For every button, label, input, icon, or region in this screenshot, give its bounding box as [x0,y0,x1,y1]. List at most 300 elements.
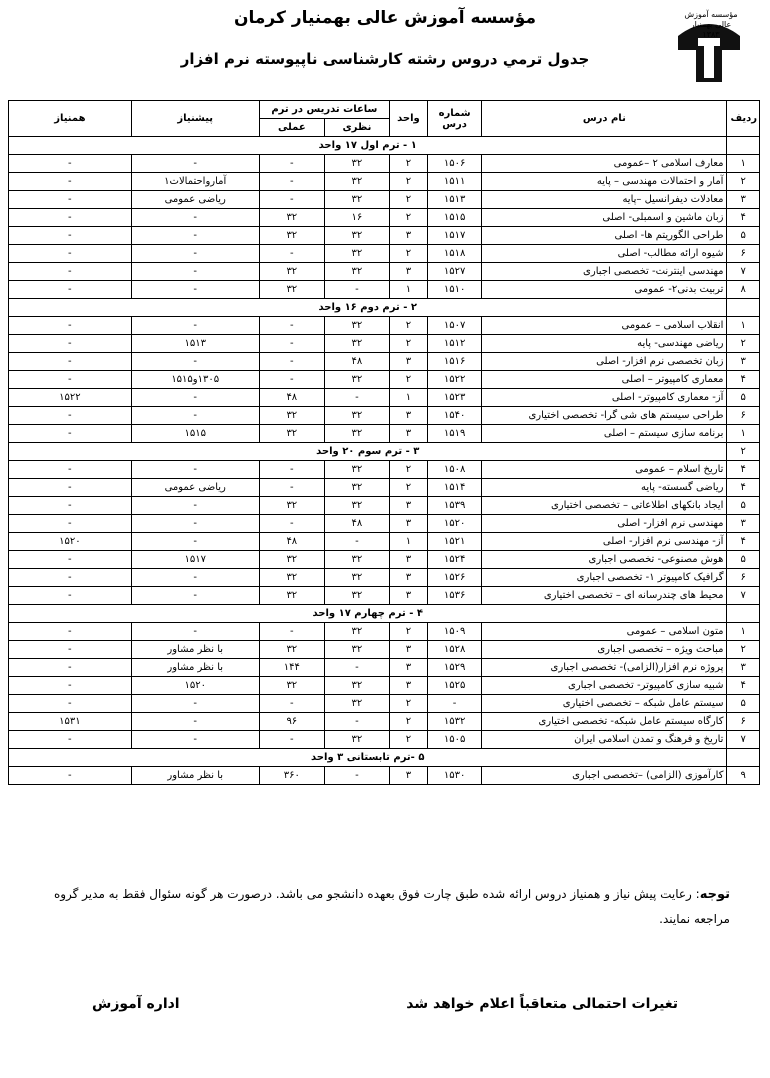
cell-unit: ۳ [389,497,427,515]
cell-theory: ۳۲ [324,317,389,335]
cell-coreq: ۱۵۲۰ [9,533,132,551]
course-row [9,335,760,353]
cell-unit: ۳ [389,263,427,281]
cell-unit: ۲ [389,173,427,191]
cell-row: ۹ [727,767,760,785]
cell-row: ۷ [727,263,760,281]
cell-theory: ۳۲ [324,263,389,281]
cell-code: ۱۵۲۶ [427,569,481,587]
cell-theory: - [324,533,389,551]
cell-code: ۱۵۳۰ [427,767,481,785]
cell-name: معماری کامپيوتر – اصلی [482,371,727,389]
cell-prereq: - [131,533,259,551]
cell-prereq: - [131,263,259,281]
cell-unit: ۲ [389,155,427,173]
cell-name: تاريخ اسلام – عمومی [482,461,727,479]
course-row [9,479,760,497]
course-table [8,100,760,785]
cell-prereq: آمارواحتمالات۱ [131,173,259,191]
cell-coreq: - [9,461,132,479]
note-text: : رعايت پيش نياز و همنياز دروس ارائه شده طبق چارت فوق بعهده دانشجو می باشد. درصورت هر گونه سئوال فقط به مدير گروه مراجعه نمايند. [53,887,730,926]
cell-unit: ۲ [389,695,427,713]
col-prereq: پيشنياز [131,101,259,137]
cell-name: مهندسی نرم افزار- اصلی [482,515,727,533]
cell-practical: ۳۲ [259,407,324,425]
cell-practical: - [259,317,324,335]
course-row [9,389,760,407]
term-title: ۵ -ترم تابستانی ۳ واحد [9,749,727,767]
cell-coreq: - [9,767,132,785]
col-code: شماره درس [427,101,481,137]
cell-prereq: رياضی عمومی [131,191,259,209]
cell-name: معادلات ديفرانسيل –پايه [482,191,727,209]
cell-name: گرافيک کامپيوتر ۱- تخصصی اجباری [482,569,727,587]
cell-name: سيستم عامل شبکه – تخصصی اختياری [482,695,727,713]
cell-practical: - [259,695,324,713]
cell-code: - [427,695,481,713]
cell-row: ۵ [727,227,760,245]
cell-unit: ۲ [389,191,427,209]
cell-coreq: - [9,227,132,245]
cell-name: انقلاب اسلامی – عمومی [482,317,727,335]
cell-unit: ۳ [389,569,427,587]
cell-practical: ۴۸ [259,533,324,551]
cell-code: ۱۵۰۵ [427,731,481,749]
cell-theory: ۳۲ [324,155,389,173]
cell-code: ۱۵۱۴ [427,479,481,497]
cell-practical: ۳۲ [259,587,324,605]
cell-name: تربيت بدنی۲- عمومی [482,281,727,299]
cell-prereq: - [131,587,259,605]
cell-row: ۵ [727,551,760,569]
cell-name: ايجاد بانکهای اطلاعاتی – تخصصی اختياری [482,497,727,515]
cell-row: ۶ [727,569,760,587]
course-row [9,515,760,533]
course-row [9,407,760,425]
cell-theory: ۳۲ [324,335,389,353]
cell-practical: ۳۲ [259,227,324,245]
course-row [9,623,760,641]
cell-practical: - [259,353,324,371]
cell-practical: - [259,731,324,749]
cell-practical: ۳۲ [259,641,324,659]
cell-practical: ۳۲ [259,281,324,299]
cell-unit: ۲ [389,461,427,479]
cell-row: ۳ [727,191,760,209]
cell-name: معارف اسلامی ۲ –عمومی [482,155,727,173]
term-row-number [727,137,760,155]
cell-prereq: - [131,731,259,749]
cell-code: ۱۵۲۷ [427,263,481,281]
cell-practical: ۳۲ [259,677,324,695]
cell-name: شبيه سازی کامپيوتر- تخصصی اجباری [482,677,727,695]
cell-code: ۱۵۱۰ [427,281,481,299]
cell-practical: ۴۸ [259,389,324,407]
cell-name: رياضی گسسته- پايه [482,479,727,497]
cell-coreq: - [9,641,132,659]
cell-prereq: - [131,515,259,533]
cell-coreq: - [9,371,132,389]
cell-row: ۳ [727,353,760,371]
cell-row: ۵ [727,389,760,407]
col-practical: عملی [259,119,324,137]
cell-unit: ۳ [389,353,427,371]
cell-practical: - [259,245,324,263]
cell-coreq: - [9,677,132,695]
cell-row: ۱ [727,155,760,173]
term-header-row [9,749,760,767]
cell-row: ۵ [727,497,760,515]
course-row [9,173,760,191]
cell-practical: ۳۲ [259,551,324,569]
cell-unit: ۳ [389,659,427,677]
col-unit: واحد [389,101,427,137]
cell-theory: - [324,659,389,677]
cell-practical: - [259,479,324,497]
cell-code: ۱۵۳۲ [427,713,481,731]
cell-practical: - [259,623,324,641]
col-theory: نظری [324,119,389,137]
footer-department: اداره آموزش [92,996,180,1012]
cell-code: ۱۵۱۲ [427,335,481,353]
cell-coreq: - [9,281,132,299]
cell-code: ۱۵۲۱ [427,533,481,551]
cell-theory: ۳۲ [324,479,389,497]
cell-theory: ۳۲ [324,407,389,425]
cell-prereq: با نظر مشاور [131,767,259,785]
course-row [9,155,760,173]
cell-theory: ۳۲ [324,551,389,569]
cell-code: ۱۵۰۸ [427,461,481,479]
cell-row: ۶ [727,407,760,425]
cell-unit: ۱ [389,281,427,299]
col-hours: ساعات تدريس در ترم [259,101,389,119]
cell-prereq: ۱۵۱۷ [131,551,259,569]
cell-name: برنامه سازی سيستم – اصلی [482,425,727,443]
cell-row: ۱ [727,317,760,335]
cell-theory: - [324,281,389,299]
cell-theory: ۳۲ [324,731,389,749]
term-row-number [727,749,760,767]
cell-name: محيط های چندرسانه ای – تخصصی اختياری [482,587,727,605]
course-row [9,317,760,335]
logo-caption [676,10,746,40]
note-label: توجه [699,887,730,902]
cell-unit: ۲ [389,317,427,335]
cell-coreq: - [9,515,132,533]
cell-practical: ۳۶۰ [259,767,324,785]
term-row-number: ۲ [727,443,760,461]
cell-practical: - [259,173,324,191]
cell-theory: ۳۲ [324,245,389,263]
cell-theory: ۴۸ [324,515,389,533]
institute-title: مؤسسه آموزش عالی بهمنیار کرمان [234,8,536,28]
cell-row: ۲ [727,641,760,659]
cell-theory: ۱۶ [324,209,389,227]
cell-coreq: - [9,425,132,443]
course-row [9,209,760,227]
cell-row: ۳ [727,659,760,677]
cell-prereq: ۱۵۲۰ [131,677,259,695]
cell-prereq: - [131,227,259,245]
cell-theory: ۳۲ [324,191,389,209]
cell-theory: - [324,713,389,731]
cell-name: طراحی سيستم های شی گرا- تخصصی اختياری [482,407,727,425]
cell-prereq: - [131,155,259,173]
course-row [9,281,760,299]
cell-code: ۱۵۰۹ [427,623,481,641]
cell-name: مباحث ويژه – تخصصی اجباری [482,641,727,659]
cell-unit: ۳ [389,641,427,659]
cell-name: آز- مهندسی نرم افزار- اصلی [482,533,727,551]
term-title: ۲ - ترم دوم ۱۶ واحد [9,299,727,317]
cell-coreq: - [9,695,132,713]
cell-code: ۱۵۲۹ [427,659,481,677]
cell-coreq: - [9,245,132,263]
cell-unit: ۱ [389,533,427,551]
cell-coreq: - [9,659,132,677]
cell-coreq: - [9,407,132,425]
cell-unit: ۲ [389,371,427,389]
cell-practical: ۱۴۴ [259,659,324,677]
cell-code: ۱۵۴۰ [427,407,481,425]
course-row [9,659,760,677]
cell-theory: ۳۲ [324,587,389,605]
cell-code: ۱۵۱۳ [427,191,481,209]
cell-theory: ۳۲ [324,641,389,659]
cell-row: ۴ [727,677,760,695]
cell-row: ۴ [727,371,760,389]
cell-unit: ۳ [389,515,427,533]
cell-coreq: - [9,191,132,209]
cell-unit: ۲ [389,713,427,731]
term-header-row [9,137,760,155]
cell-theory: ۳۲ [324,569,389,587]
course-row [9,695,760,713]
cell-code: ۱۵۱۵ [427,209,481,227]
course-row [9,551,760,569]
cell-code: ۱۵۱۷ [427,227,481,245]
cell-unit: ۳ [389,407,427,425]
course-row [9,533,760,551]
term-title: ۴ - ترم چهارم ۱۷ واحد [9,605,727,623]
course-row [9,263,760,281]
cell-name: پروژه نرم افزار(الزامی)- تخصصی اجباری [482,659,727,677]
cell-coreq: - [9,317,132,335]
term-header-row [9,443,760,461]
course-row [9,569,760,587]
cell-practical: - [259,461,324,479]
cell-coreq: - [9,551,132,569]
cell-prereq: ۱۵۱۵ [131,425,259,443]
cell-practical: ۳۲ [259,209,324,227]
cell-unit: ۳ [389,767,427,785]
col-name: نام درس [482,101,727,137]
cell-coreq: - [9,173,132,191]
cell-prereq: - [131,389,259,407]
course-row [9,227,760,245]
cell-row: ۷ [727,587,760,605]
cell-coreq: - [9,353,132,371]
cell-unit: ۲ [389,245,427,263]
cell-row: ۴ [727,209,760,227]
cell-prereq: رياضی عمومی [131,479,259,497]
course-row [9,245,760,263]
cell-prereq: - [131,461,259,479]
cell-practical: ۳۲ [259,497,324,515]
cell-code: ۱۵۰۷ [427,317,481,335]
cell-row: ۷ [727,731,760,749]
cell-code: ۱۵۱۹ [427,425,481,443]
cell-theory: ۳۲ [324,461,389,479]
cell-theory: ۳۲ [324,497,389,515]
cell-coreq: - [9,497,132,515]
cell-prereq: - [131,623,259,641]
cell-code: ۱۵۰۶ [427,155,481,173]
cell-coreq: ۱۵۳۱ [9,713,132,731]
cell-prereq: - [131,569,259,587]
cell-name: شيوه ارائه مطالب- اصلی [482,245,727,263]
cell-code: ۱۵۱۶ [427,353,481,371]
cell-coreq: - [9,587,132,605]
cell-code: ۱۵۱۸ [427,245,481,263]
cell-code: ۱۵۲۴ [427,551,481,569]
cell-prereq: - [131,353,259,371]
cell-practical: - [259,191,324,209]
course-row [9,587,760,605]
cell-unit: ۲ [389,479,427,497]
cell-unit: ۳ [389,227,427,245]
term-row-number [727,299,760,317]
cell-name: متون اسلامی – عمومی [482,623,727,641]
cell-prereq: ۱۳۰۵و۱۵۱۵ [131,371,259,389]
cell-practical: ۳۲ [259,263,324,281]
course-row [9,497,760,515]
cell-unit: ۳ [389,425,427,443]
course-row [9,461,760,479]
cell-name: رياضی مهندسی- پايه [482,335,727,353]
cell-prereq: ۱۵۱۳ [131,335,259,353]
cell-theory: ۳۲ [324,173,389,191]
course-row [9,425,760,443]
cell-prereq: - [131,695,259,713]
cell-prereq: با نظر مشاور [131,659,259,677]
cell-unit: ۲ [389,623,427,641]
cell-practical: ۳۲ [259,425,324,443]
cell-coreq: - [9,155,132,173]
cell-name: کارگاه سيستم عامل شبکه- تخصصی اختياری [482,713,727,731]
cell-practical: ۳۲ [259,569,324,587]
cell-coreq: ۱۵۲۲ [9,389,132,407]
course-row [9,677,760,695]
cell-code: ۱۵۲۵ [427,677,481,695]
cell-coreq: - [9,731,132,749]
cell-theory: ۳۲ [324,695,389,713]
cell-name: آمار و احتمالات مهندسی – پايه [482,173,727,191]
cell-coreq: - [9,263,132,281]
cell-theory: - [324,767,389,785]
cell-theory: - [324,389,389,407]
cell-code: ۱۵۳۶ [427,587,481,605]
cell-row: ۸ [727,281,760,299]
cell-name: زبان تخصصی نرم افزار- اصلی [482,353,727,371]
cell-practical: - [259,155,324,173]
cell-code: ۱۵۲۸ [427,641,481,659]
cell-name: کارآموزی (الزامی) –تخصصی اجباری [482,767,727,785]
cell-code: ۱۵۳۹ [427,497,481,515]
term-title: ۱ - ترم اول ۱۷ واحد [9,137,727,155]
cell-row: ۲ [727,173,760,191]
cell-name: تاريخ و فرهنگ و تمدن اسلامی ايران [482,731,727,749]
cell-row: ۴ [727,479,760,497]
cell-row: ۶ [727,245,760,263]
cell-theory: ۳۲ [324,371,389,389]
course-row [9,191,760,209]
cell-practical: - [259,335,324,353]
cell-row: ۶ [727,713,760,731]
logo-year: ۱۳۸۳ [702,30,720,39]
cell-name: طراحی الگوريتم ها- اصلی [482,227,727,245]
term-header-row [9,605,760,623]
course-row [9,371,760,389]
cell-unit: ۳ [389,587,427,605]
cell-prereq: با نظر مشاور [131,641,259,659]
cell-row: ۲ [727,335,760,353]
cell-theory: ۳۲ [324,677,389,695]
cell-row: ۴ [727,461,760,479]
course-row [9,731,760,749]
col-row: رديف [727,101,760,137]
cell-unit: ۲ [389,731,427,749]
cell-coreq: - [9,335,132,353]
cell-code: ۱۵۲۰ [427,515,481,533]
cell-coreq: - [9,479,132,497]
cell-name: مهندسی اينترنت- تخصصی اجباری [482,263,727,281]
col-coreq: همنياز [9,101,132,137]
course-row [9,353,760,371]
course-table-body [9,137,760,785]
cell-row: ۵ [727,695,760,713]
cell-prereq: - [131,713,259,731]
cell-code: ۱۵۲۲ [427,371,481,389]
cell-coreq: - [9,623,132,641]
footer-changes-notice: تغيرات احتمالی متعاقباً اعلام خواهد شد [406,996,678,1012]
cell-theory: ۴۸ [324,353,389,371]
cell-row: ۱ [727,623,760,641]
cell-prereq: - [131,407,259,425]
cell-unit: ۲ [389,335,427,353]
cell-theory: ۳۲ [324,227,389,245]
schedule-title: جدول ترمي دروس رشته كارشناسی ناپيوسته نرم افزار [180,50,590,68]
cell-row: ۱ [727,425,760,443]
term-header-row [9,299,760,317]
course-row [9,641,760,659]
cell-prereq: - [131,245,259,263]
course-row [9,713,760,731]
cell-theory: ۳۲ [324,623,389,641]
logo-name: مؤسسه آموزش عالی بهمنیار [684,10,738,29]
cell-name: آز- معماری کامپيوتر- اصلی [482,389,727,407]
cell-prereq: - [131,317,259,335]
cell-code: ۱۵۱۱ [427,173,481,191]
cell-prereq: - [131,497,259,515]
term-row-number [727,605,760,623]
cell-coreq: - [9,569,132,587]
cell-row: ۴ [727,533,760,551]
cell-unit: ۳ [389,551,427,569]
cell-prereq: - [131,281,259,299]
cell-code: ۱۵۲۳ [427,389,481,407]
